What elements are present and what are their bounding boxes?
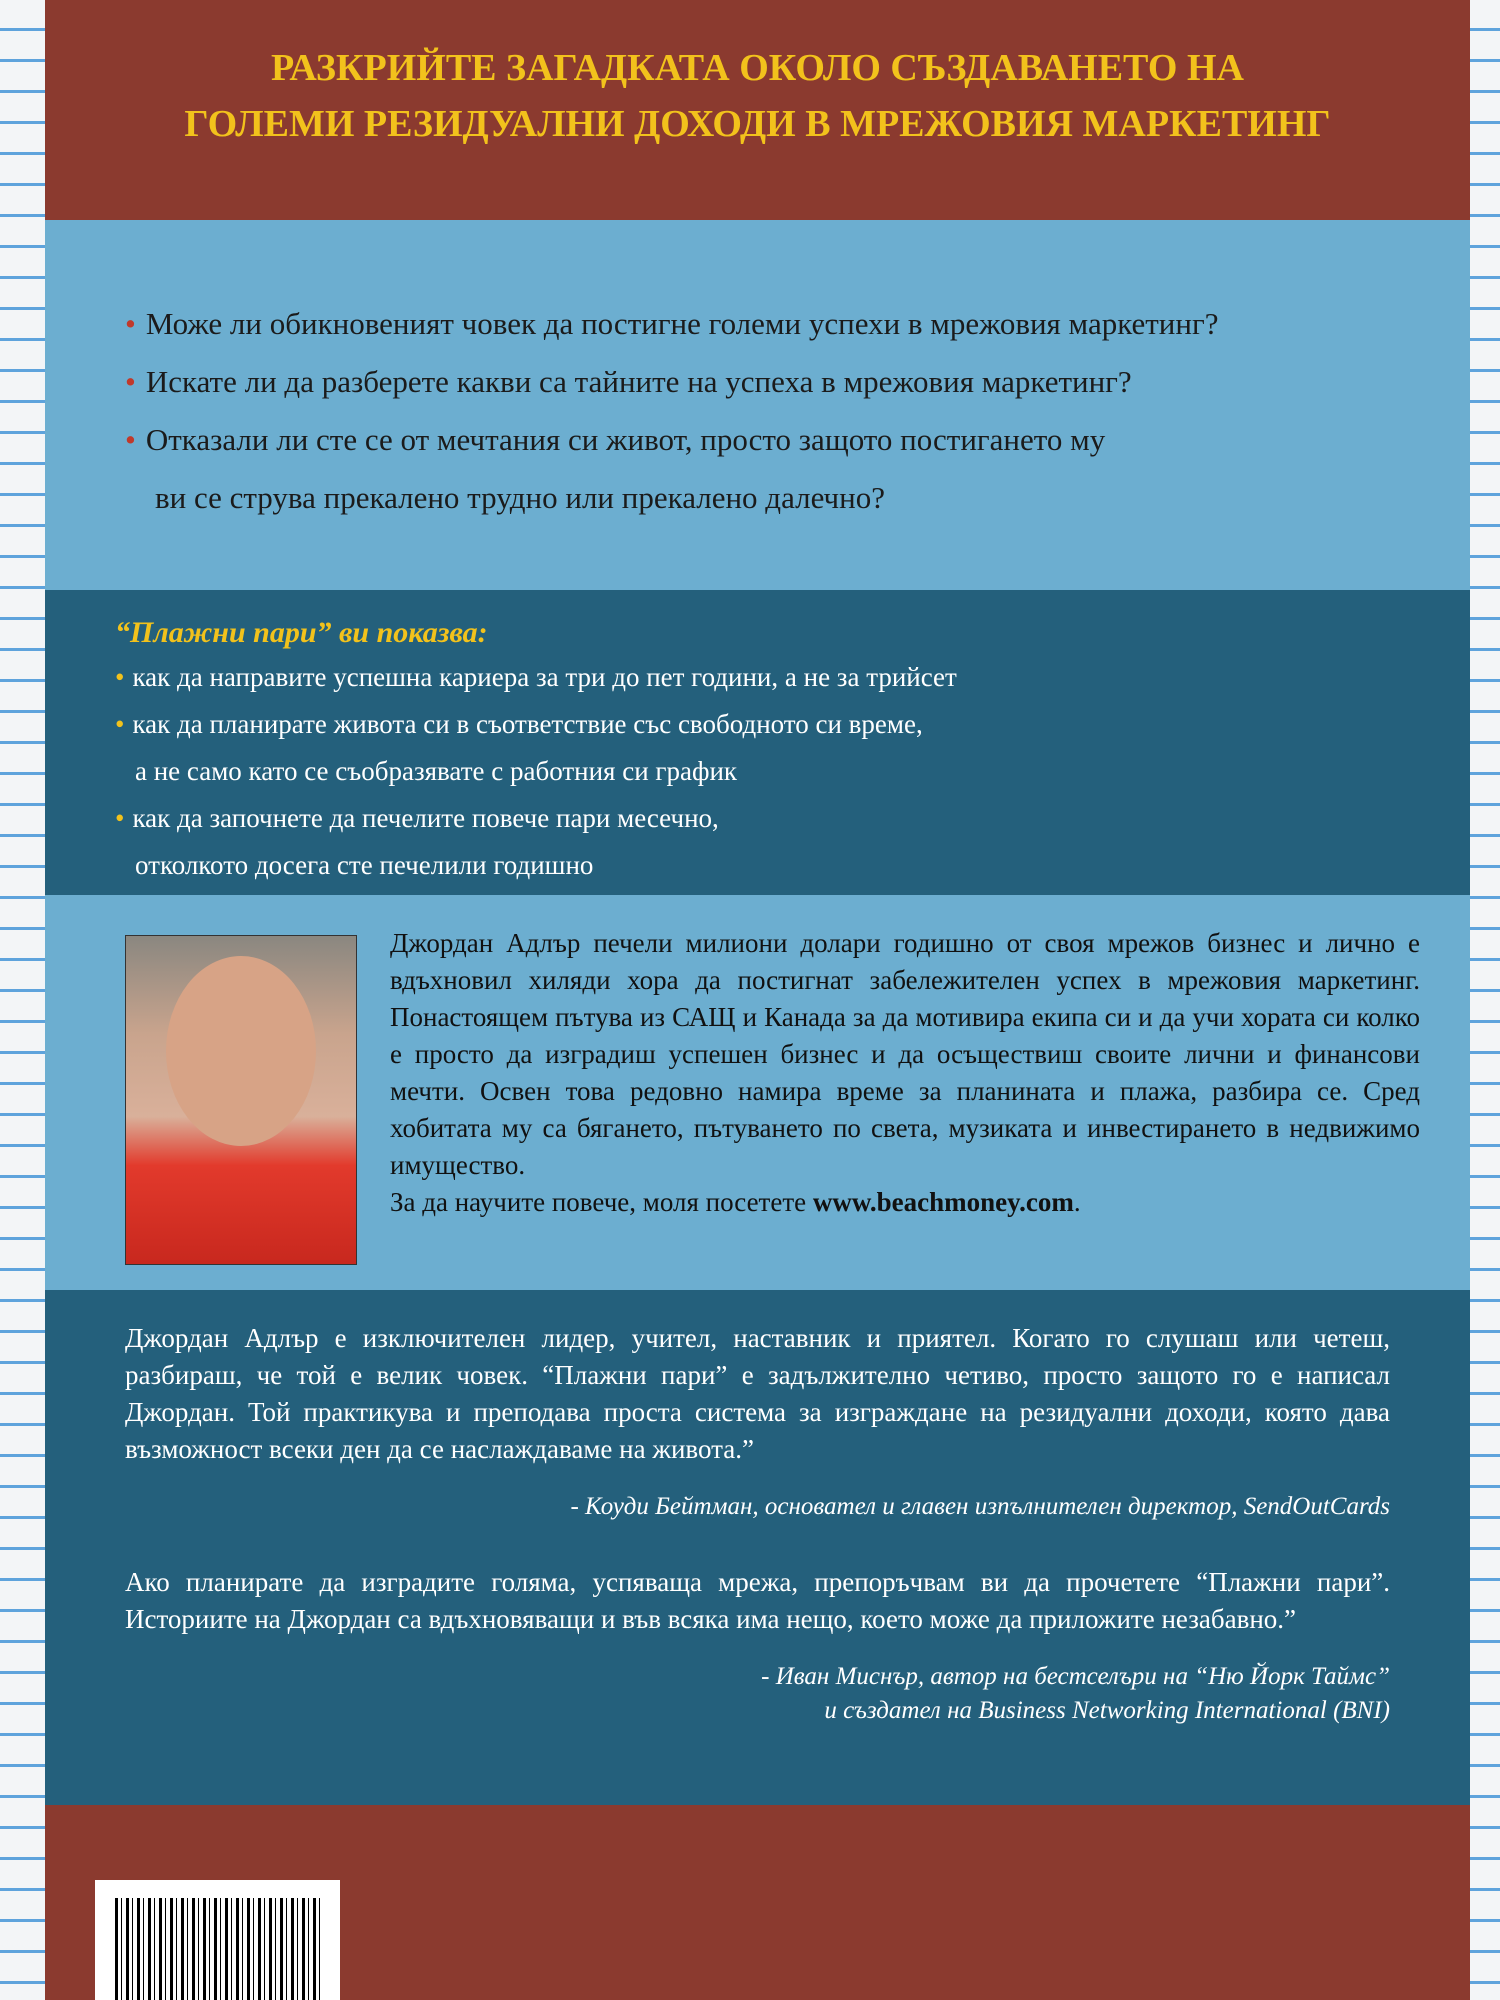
shows-item-cont: а не само като се съобразявате с работния си график: [135, 756, 738, 786]
bullet-icon: •: [115, 709, 125, 739]
shows-item-cont: отколкото досега сте печелили годишно: [135, 850, 594, 880]
book-back-cover: [45, 0, 1470, 2000]
shows-heading: “Плажни пари” ви показва:: [115, 616, 488, 649]
bullet-icon: •: [125, 306, 136, 341]
reviews-section: [45, 1290, 1470, 1805]
question-item: • Може ли обикновеният човек да постигне големи успехи в мрежовия маркетинг?: [125, 306, 1219, 341]
bottom-band: [45, 1805, 1470, 2000]
author-section: [45, 895, 1470, 1290]
question-item-cont: ви се струва прекалено трудно или прекалено далечно?: [155, 480, 885, 515]
review-text: Джордан Адлър е изключителен лидер, учител, наставник и приятел. Когато го слушаш или четеш, разбираш, че той е велик човек. “Плажни пари” е задължително четиво, просто защото го е написал Джордан. Той практикува и преподава проста система за изграждане на резидуални доходи, която дава възможност всеки ден да се наслаждаваме на живота.”: [125, 1323, 1390, 1464]
review-attribution: - Иван Миснър, автор на бестселъри на “Ню Йорк Таймс” и създател на Business Networking International (BNI): [761, 1663, 1390, 1724]
shows-item: • как да планирате живота си в съответствие със свободното си време,: [115, 709, 923, 739]
shows-item: • как да направите успешна кариера за три до пет години, а не за трийсет: [115, 662, 957, 692]
title-line: РАЗКРИЙТЕ ЗАГАДКАТА ОКОЛО СЪЗДАВАНЕТО НА: [271, 47, 1244, 89]
question-item: • Отказали ли сте се от мечтания си живот, просто защото постигането му: [125, 422, 1106, 457]
title-line: ГОЛЕМИ РЕЗИДУАЛНИ ДОХОДИ В МРЕЖОВИЯ МАРКЕТИНГ: [184, 103, 1331, 145]
shows-item: • как да започнете да печелите повече пари месечно,: [115, 803, 719, 833]
review-attribution: - Коуди Бейтман, основател и главен изпълнителен директор, SendOutCards: [570, 1493, 1390, 1520]
question-item: • Искате ли да разберете какви са тайните на успеха в мрежовия маркетинг?: [125, 364, 1132, 399]
bullet-icon: •: [115, 662, 125, 692]
review-text: Ако планирате да изградите голяма, успяваща мрежа, препоръчвам ви да прочетете “Плажни пари”. Историите на Джордан са вдъхновяващи и във всяка има нещо, което може да приложите незабавно.”: [125, 1567, 1390, 1634]
bullet-icon: •: [125, 364, 136, 399]
barcode: [95, 1880, 340, 2000]
website-link: www.beachmoney.com: [812, 1187, 1074, 1217]
author-bio: Джордан Адлър печели милиони долари годишно от своя мрежов бизнес и лично е вдъхновил хиляди хора да постигнат забележителен успех в мрежовия маркетинг. Понастоящем пътува из САЩ и Канада за да мотивира екипа си и да учи хората си колко е просто да изградиш успешен бизнес и да осъществиш своите лични и финансови мечти. Освен това редовно намира време за планината и плажа, разбира се. Сред хобитата му са бягането, пътуването по света, музиката и инвестирането в недвижимо имущество. За да научите повече, моля посетете www.beachmoney.com.: [390, 928, 1420, 1217]
questions-section: [45, 220, 1470, 590]
shows-section: [45, 590, 1470, 895]
title-band: [45, 0, 1470, 220]
bullet-icon: •: [115, 803, 125, 833]
bullet-icon: •: [125, 422, 136, 457]
author-photo: [125, 935, 357, 1265]
